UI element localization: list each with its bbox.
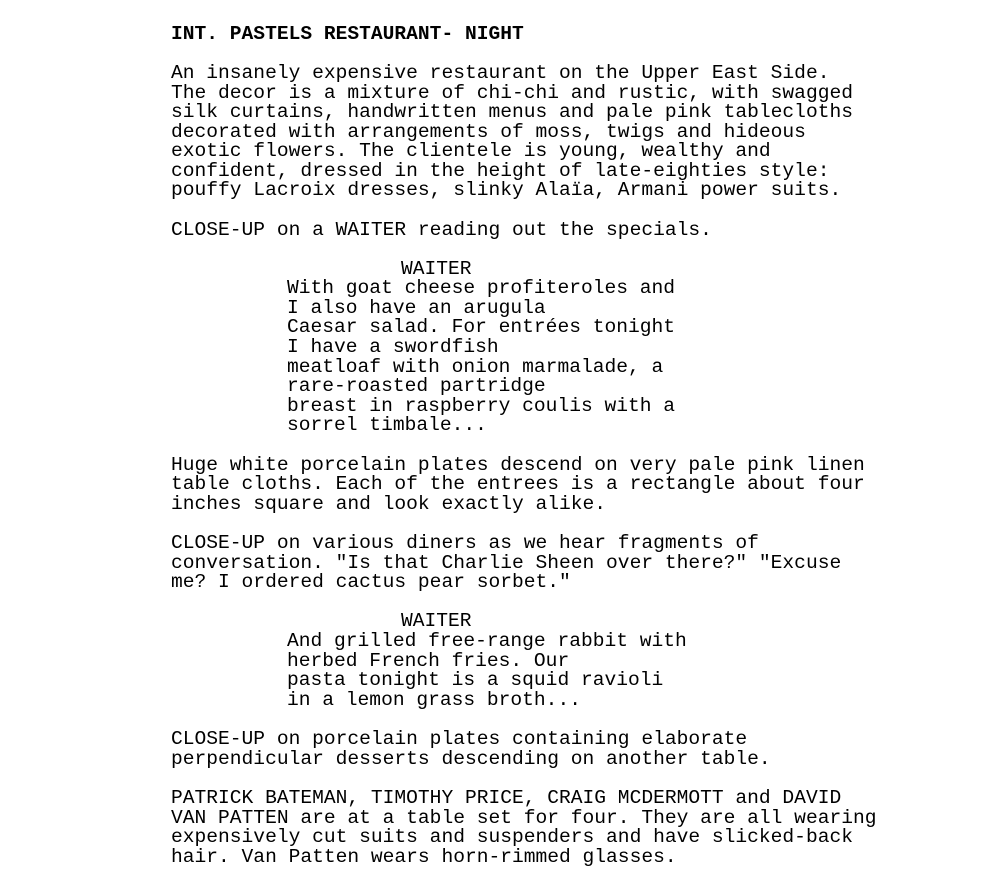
- dialogue-line: pasta tonight is a squid ravioli: [287, 669, 664, 691]
- action-line: exotic flowers. The clientele is young, wealthy and: [171, 140, 771, 162]
- dialogue-line: And grilled free-range rabbit with: [287, 630, 687, 652]
- action-line: conversation. "Is that Charlie Sheen over there?" "Excuse: [171, 552, 842, 574]
- action-line: perpendicular desserts descending on another table.: [171, 748, 771, 770]
- dialogue-line: rare-roasted partridge: [287, 375, 546, 397]
- action-line: table cloths. Each of the entrees is a rectangle about four: [171, 473, 865, 495]
- dialogue-line: breast in raspberry coulis with a: [287, 395, 676, 417]
- dialogue-line: meatloaf with onion marmalade, a: [287, 356, 664, 378]
- dialogue-line: in a lemon grass broth...: [287, 689, 581, 711]
- action-line: Huge white porcelain plates descend on very pale pink linen: [171, 454, 865, 476]
- dialogue-line: I have a swordfish: [287, 336, 499, 358]
- action-line: CLOSE-UP on various diners as we hear fragments of: [171, 532, 759, 554]
- action-line: VAN PATTEN are at a table set for four. They are all wearing: [171, 807, 877, 829]
- scene-heading: INT. PASTELS RESTAURANT- NIGHT: [171, 23, 524, 45]
- dialogue-line: With goat cheese profiteroles and: [287, 277, 676, 299]
- action-line: CLOSE-UP on a WAITER reading out the specials.: [171, 219, 712, 241]
- action-line: CLOSE-UP on porcelain plates containing elaborate: [171, 728, 748, 750]
- action-line: An insanely expensive restaurant on the Upper East Side.: [171, 62, 830, 84]
- action-line: The decor is a mixture of chi-chi and rustic, with swagged: [171, 82, 853, 104]
- dialogue-line: I also have an arugula: [287, 297, 546, 319]
- dialogue-line: Caesar salad. For entrées tonight: [287, 316, 676, 338]
- action-line: hair. Van Patten wears horn-rimmed glasses.: [171, 846, 677, 868]
- action-line: decorated with arrangements of moss, twigs and hideous: [171, 121, 806, 143]
- dialogue-line: sorrel timbale...: [287, 414, 487, 436]
- action-line: pouffy Lacroix dresses, slinky Alaïa, Armani power suits.: [171, 179, 842, 201]
- action-line: silk curtains, handwritten menus and pale pink tablecloths: [171, 101, 853, 123]
- character-name: WAITER: [401, 258, 472, 280]
- action-line: confident, dressed in the height of late-eighties style:: [171, 160, 830, 182]
- action-line: expensively cut suits and suspenders and have slicked-back: [171, 826, 853, 848]
- dialogue-line: herbed French fries. Our: [287, 650, 570, 672]
- action-line: inches square and look exactly alike.: [171, 493, 607, 515]
- action-line: me? I ordered cactus pear sorbet.": [171, 571, 571, 593]
- character-name: WAITER: [401, 610, 472, 632]
- action-line: PATRICK BATEMAN, TIMOTHY PRICE, CRAIG MCDERMOTT and DAVID: [171, 787, 842, 809]
